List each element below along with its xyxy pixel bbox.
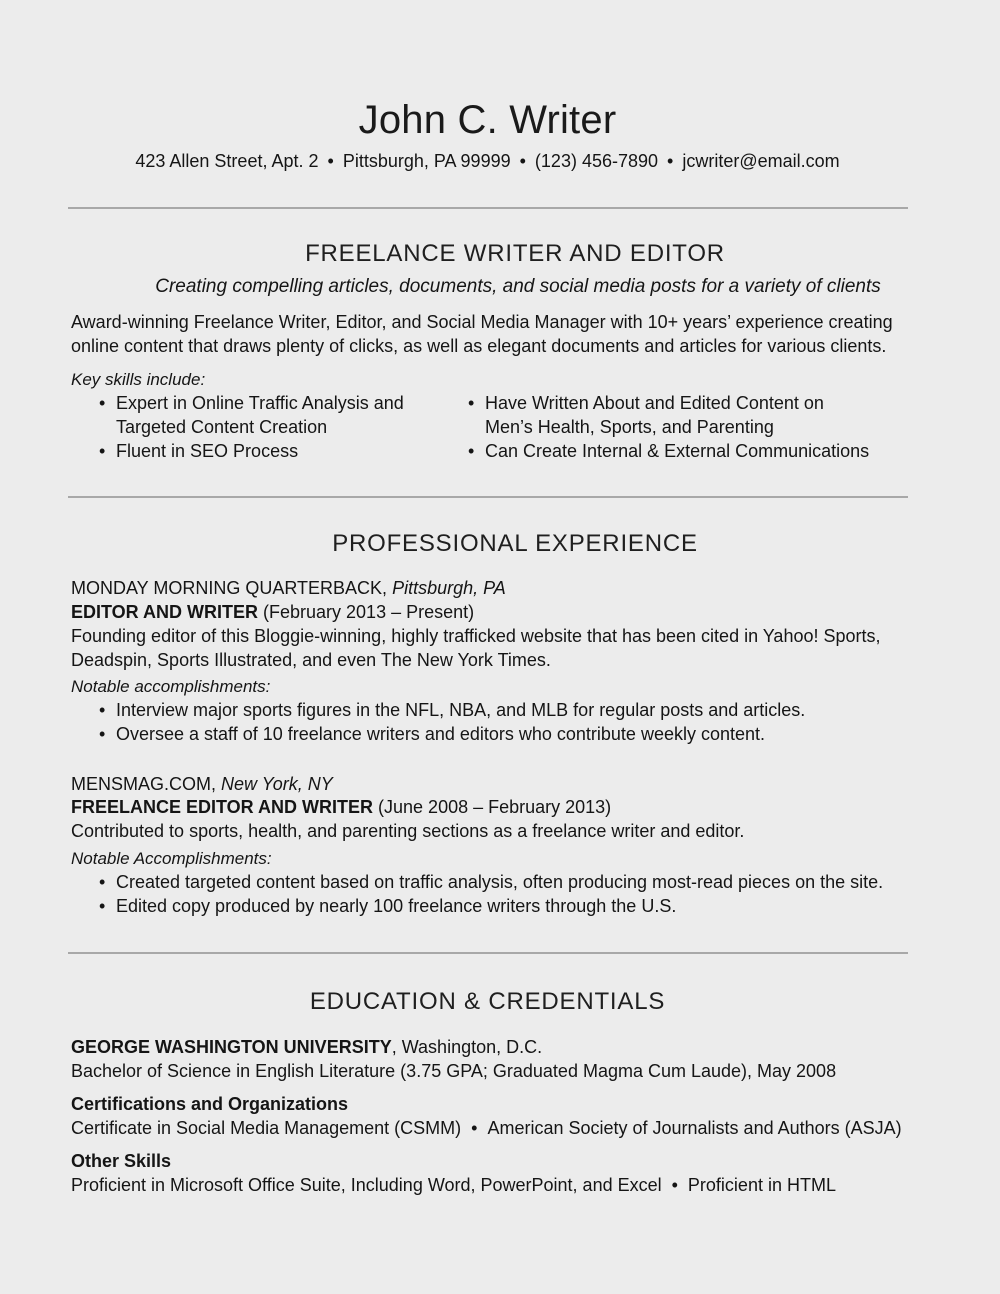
experience-heading: PROFESSIONAL EXPERIENCE — [332, 530, 698, 557]
list-item: • Created targeted content based on traffic analysis, often producing most-read pieces on the site. — [99, 870, 929, 894]
skills-list-left — [99, 391, 459, 463]
job-employer-line — [71, 774, 333, 795]
section-divider — [68, 496, 908, 498]
job-employer: MONDAY MORNING QUARTERBACK, — [71, 578, 388, 598]
school-location: , Washington, D.C. — [391, 1037, 543, 1057]
skills-list-right — [468, 391, 908, 463]
accomplishments-label: Notable accomplishments: — [71, 677, 271, 696]
list-item: • Fluent in SEO Process — [99, 439, 459, 463]
bullet-separator: • — [471, 1118, 478, 1138]
summary-heading: FREELANCE WRITER AND EDITOR — [305, 240, 725, 267]
contact-phone: (123) 456-7890 — [534, 151, 659, 171]
bullet-separator: • — [667, 151, 674, 171]
candidate-name: John C. Writer — [358, 98, 617, 142]
section-divider — [68, 207, 908, 209]
contact-address: 423 Allen Street, Apt. 2 — [135, 151, 319, 171]
list-item: • Can Create Internal & External Communications — [468, 439, 908, 463]
certifications-heading: Certifications and Organizations — [71, 1094, 349, 1114]
contact-city: Pittsburgh, PA 99999 — [342, 151, 511, 171]
summary-tagline: Creating compelling articles, documents, and social media posts for a variety of clients — [155, 276, 881, 297]
summary-paragraph — [71, 310, 911, 358]
job-location: Pittsburgh, PA — [392, 578, 506, 598]
accomplishments-list — [99, 870, 929, 918]
summary-line: online content that draws plenty of clicks, as well as elegant documents and articles for various clients. — [71, 336, 887, 356]
job-title: FREELANCE EDITOR AND WRITER — [71, 797, 374, 817]
accomplishments-list — [99, 698, 919, 746]
job-title-line — [71, 602, 474, 623]
job-description: Contributed to sports, health, and parenting sections as a freelance writer and editor. — [71, 821, 745, 841]
school-line — [71, 1037, 542, 1058]
job-title-line — [71, 797, 611, 818]
certifications-line — [71, 1118, 902, 1139]
other-skill: Proficient in HTML — [687, 1175, 836, 1195]
degree-line: Bachelor of Science in English Literature (3.75 GPA; Graduated Magma Cum Laude), May 2008 — [71, 1061, 837, 1081]
summary-line: Award-winning Freelance Writer, Editor, and Social Media Manager with 10+ years’ experience creating — [71, 312, 893, 332]
other-skills-line — [71, 1175, 836, 1196]
job-title: EDITOR AND WRITER — [71, 602, 258, 622]
skills-label: Key skills include: — [71, 370, 206, 389]
other-skills-heading: Other Skills — [71, 1151, 172, 1171]
section-divider — [68, 952, 908, 954]
list-item: • Oversee a staff of 10 freelance writers and editors who contribute weekly content. — [99, 722, 919, 746]
accomplishments-label: Notable Accomplishments: — [71, 849, 272, 868]
list-item: • Interview major sports figures in the NFL, NBA, and MLB for regular posts and articles. — [99, 698, 919, 722]
job-dates: (February 2013 – Present) — [263, 602, 475, 622]
other-skill: Proficient in Microsoft Office Suite, Including Word, PowerPoint, and Excel — [71, 1175, 662, 1195]
certification: Certificate in Social Media Management (CSMM) — [71, 1118, 462, 1138]
job-employer-line — [71, 578, 506, 599]
list-item: • Expert in Online Traffic Analysis and Targeted Content Creation — [99, 391, 459, 439]
bullet-separator: • — [519, 151, 526, 171]
list-item: • Have Written About and Edited Content on Men’s Health, Sports, and Parenting — [468, 391, 908, 439]
school-name: GEORGE WASHINGTON UNIVERSITY — [71, 1037, 392, 1057]
bullet-separator: • — [327, 151, 334, 171]
list-item: • Edited copy produced by nearly 100 freelance writers through the U.S. — [99, 894, 929, 918]
contact-line — [0, 151, 975, 172]
organization: American Society of Journalists and Authors (ASJA) — [487, 1118, 902, 1138]
education-heading: EDUCATION & CREDENTIALS — [309, 988, 666, 1015]
job-employer: MENSMAG.COM, — [71, 774, 217, 794]
job-dates: (June 2008 – February 2013) — [378, 797, 612, 817]
contact-email: jcwriter@email.com — [682, 151, 840, 171]
job-location: New York, NY — [221, 774, 333, 794]
bullet-separator: • — [671, 1175, 678, 1195]
job-description: Founding editor of this Bloggie-winning, highly trafficked website that has been cited in Yahoo! Sports, Deadspin, Sports Illustrated, and even The New York Times. — [71, 626, 881, 670]
